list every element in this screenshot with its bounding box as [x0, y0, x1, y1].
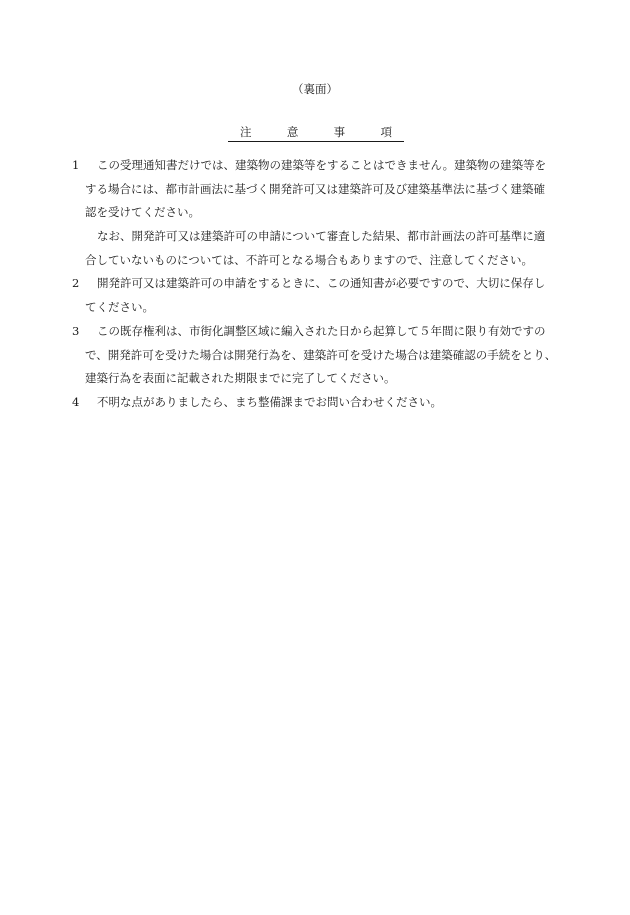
note-text: 開発許可又は建築許可の申請をするときに、この通知書が必要ですので、大切に保存し: [97, 276, 546, 291]
note-line: [72, 201, 572, 225]
heading-char: 項: [380, 125, 392, 139]
note-text: 不明な点がありましたら、まち整備課までお問い合わせください。: [97, 394, 442, 409]
note-line: [72, 225, 572, 249]
note-text: 合していないものについては、不許可となる場合もありますので、注意してください。: [85, 252, 534, 267]
heading-char: 注: [240, 125, 252, 139]
note-text: この既存権利は、市街化調整区域に編入された日から起算して５年間に限り有効ですの: [97, 323, 546, 338]
note-text: 認を受けてください。: [85, 205, 200, 220]
note-text: なお、開発許可又は建築許可の申請について審査した結果、都市計画法の許可基準に適: [97, 229, 546, 244]
note-text: 建築行為を表面に記載された期限までに完了してください。: [85, 371, 396, 386]
note-number: 4: [72, 394, 80, 409]
note-line: [72, 391, 572, 415]
note-text: この受理通知書だけでは、建築物の建築等をすることはできません。建築物の建築等を: [97, 158, 547, 172]
heading-char: 事: [333, 125, 346, 139]
note-text: てください。: [85, 300, 154, 315]
note-number: 2: [72, 276, 80, 291]
note-line: [72, 249, 572, 273]
note-line: [72, 344, 572, 368]
note-number: 1: [72, 158, 80, 172]
heading-char: 意: [286, 125, 299, 139]
note-text: する場合には、都市計画法に基づく開発許可又は建築許可及び建築基準法に基づく建築確: [85, 181, 545, 196]
note-number: 3: [72, 323, 80, 338]
notes-list: [72, 154, 572, 415]
note-line: [72, 178, 572, 202]
note-line: [72, 154, 572, 178]
note-line: [72, 320, 572, 344]
notes-heading: [228, 125, 404, 142]
note-line: [72, 296, 572, 320]
note-text: で、開発許可を受けた場合は開発行為を、建築許可を受けた場合は建築確認の手続をとり、: [85, 347, 557, 362]
note-line: [72, 367, 572, 391]
side-label: （裏面）: [292, 82, 338, 96]
note-line: [72, 272, 572, 296]
